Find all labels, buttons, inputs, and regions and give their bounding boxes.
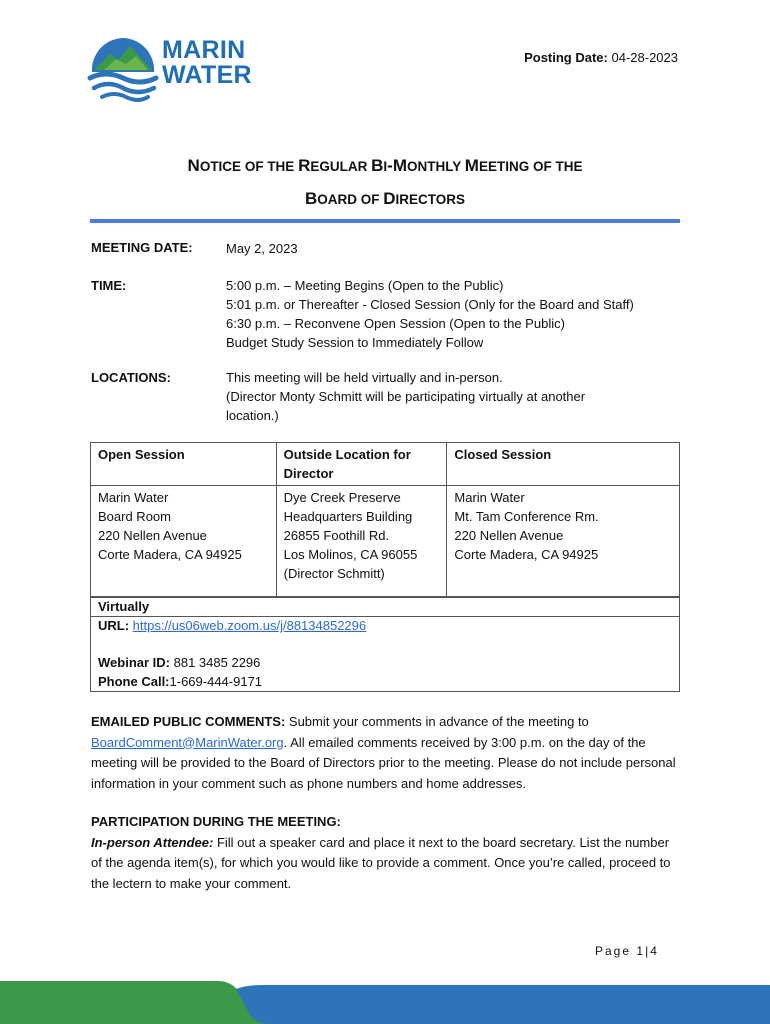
phone-number: 1-669-444-9171 xyxy=(169,674,263,689)
webinar-id: 881 3485 2296 xyxy=(173,655,261,670)
posting-date xyxy=(524,50,678,65)
marin-water-logo xyxy=(86,34,252,104)
emailed-text-1: Submit your comments in advance of the meeting to xyxy=(288,714,589,729)
title-segment: OTICE OF THE xyxy=(199,159,299,174)
cell-outside-location xyxy=(276,486,447,598)
title-line-1 xyxy=(0,150,770,183)
title-segment: EETING OF THE xyxy=(478,159,583,174)
cell-line: 220 Nellen Avenue xyxy=(98,528,207,543)
cell-closed-session xyxy=(447,486,680,598)
locations-table xyxy=(90,442,680,598)
posting-date-label: Posting Date: xyxy=(524,50,608,65)
footer-wave-banner xyxy=(0,975,770,1024)
posting-date-value: 04-28-2023 xyxy=(611,50,678,65)
logo-line2: WATER xyxy=(162,61,252,89)
locations-text xyxy=(226,368,676,425)
cell-line: Headquarters Building xyxy=(283,509,413,524)
cell-line: (Director Schmitt) xyxy=(283,566,385,581)
zoom-url-link[interactable]: https://us06web.zoom.us/j/88134852296 xyxy=(132,618,367,633)
url-label: URL: xyxy=(98,618,130,633)
cell-line: Dye Creek Preserve xyxy=(283,490,401,505)
time-label: TIME: xyxy=(91,278,127,293)
locations-line: location.) xyxy=(226,408,279,423)
time-line: Budget Study Session to Immediately Follow xyxy=(226,335,484,350)
title-segment: D xyxy=(383,189,396,208)
title-segment: ONTHLY xyxy=(407,159,465,174)
cell-line: Corte Madera, CA 94925 xyxy=(98,547,242,562)
virtual-url-row xyxy=(98,618,366,633)
time-line: 6:30 p.m. – Reconvene Open Session (Open to the Public) xyxy=(226,316,565,331)
emailed-comments-paragraph xyxy=(91,712,681,794)
board-comment-email-link[interactable]: BoardComment@MarinWater.org xyxy=(91,734,284,750)
meeting-date-value: May 2, 2023 xyxy=(226,241,298,256)
cell-line: Marin Water xyxy=(98,490,169,505)
virtual-box xyxy=(90,596,680,692)
cell-open-session xyxy=(91,486,277,598)
title-segment: R xyxy=(298,156,311,175)
participation-section xyxy=(91,812,681,894)
locations-label: LOCATIONS: xyxy=(91,370,171,385)
page-label: Page xyxy=(595,944,632,958)
time-line: 5:00 p.m. – Meeting Begins (Open to the Public) xyxy=(226,278,504,293)
cell-line: Corte Madera, CA 94925 xyxy=(454,547,599,562)
participation-heading: PARTICIPATION DURING THE MEETING: xyxy=(91,814,341,829)
virtual-divider xyxy=(91,616,679,617)
cell-line: Los Molinos, CA 96055 xyxy=(283,547,418,562)
cell-line: 220 Nellen Avenue xyxy=(454,528,564,543)
webinar-label: Webinar ID: xyxy=(98,655,170,670)
header-closed-session: Closed Session xyxy=(447,443,680,486)
header-outside-location: Outside Location for Director xyxy=(276,443,447,486)
document-title xyxy=(0,150,770,216)
cell-line: 26855 Foothill Rd. xyxy=(283,528,390,543)
phone-label: Phone Call: xyxy=(98,674,170,689)
title-segment: M xyxy=(392,156,407,175)
title-segment: - xyxy=(387,156,393,175)
in-person-label: In-person Attendee: xyxy=(91,834,214,850)
page-number: Page 1|4 xyxy=(595,944,659,958)
meeting-date-label: MEETING DATE: xyxy=(91,240,193,255)
title-segment: M xyxy=(464,156,479,175)
time-line: 5:01 p.m. or Thereafter - Closed Session (Only for the Board and Staff) xyxy=(226,297,634,312)
phone-row xyxy=(98,674,262,689)
logo-wordmark xyxy=(162,38,252,88)
virtual-heading: Virtually xyxy=(98,599,150,614)
title-segment: OARD OF xyxy=(317,192,384,207)
title-segment: B xyxy=(304,189,318,208)
title-segment: B xyxy=(371,156,384,175)
title-divider xyxy=(90,219,680,223)
emailed-label: EMAILED PUBLIC COMMENTS: xyxy=(91,714,286,729)
logo-line1: MARIN xyxy=(162,36,246,64)
locations-line: (Director Monty Schmitt will be participating virtually at another xyxy=(226,389,586,404)
title-line-2 xyxy=(0,183,770,216)
page-total: 4 xyxy=(650,944,659,958)
title-segment: N xyxy=(187,156,200,175)
title-segment: IRECTORS xyxy=(395,192,466,207)
title-segment: EGULAR xyxy=(310,159,372,174)
table-header-row xyxy=(91,443,680,486)
logo-mark-icon xyxy=(86,34,160,104)
page-current: 1 xyxy=(636,944,646,958)
time-list xyxy=(226,276,676,352)
cell-line: Mt. Tam Conference Rm. xyxy=(454,509,599,524)
cell-line: Board Room xyxy=(98,509,171,524)
emailed-text-2: . All emailed comments received by 3:00 p.m. on the day of the meeting will be provided to the Board of Directors prior to the meeting. Please do not include personal information in your comment such as phone numbers and home addresses. xyxy=(91,734,676,791)
cell-line: Marin Water xyxy=(454,490,525,505)
locations-line: This meeting will be held virtually and in-person. xyxy=(226,370,503,385)
table-row xyxy=(91,486,680,598)
in-person-text: Fill out a speaker card and place it next to the board secretary. List the number of the agenda item(s), for which you would like to provide a comment. Once you’re called, proceed to the lectern to make your comment. xyxy=(91,834,671,891)
title-segment: I xyxy=(383,159,388,174)
webinar-row xyxy=(98,655,260,670)
header-open-session: Open Session xyxy=(91,443,277,486)
